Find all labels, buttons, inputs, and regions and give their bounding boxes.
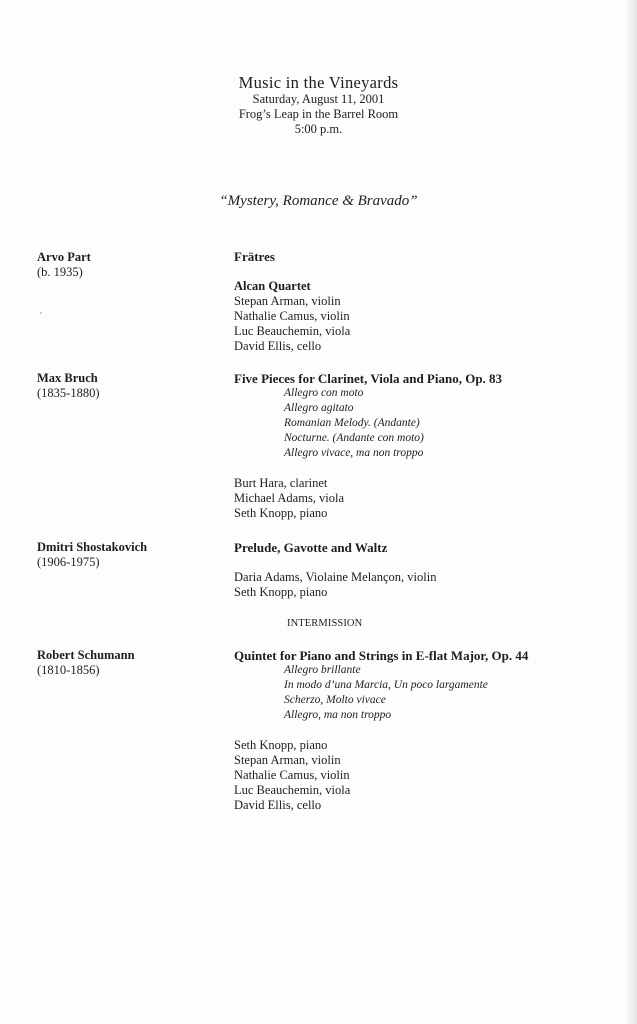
composer-dates: (b. 1935): [37, 265, 83, 279]
performer: Nathalie Camus, violin: [234, 768, 350, 782]
performer: Luc Beauchemin, viola: [234, 324, 351, 338]
movement: Allegro brillante: [284, 664, 361, 676]
performer: Burt Hara, clarinet: [234, 476, 328, 490]
work-block: [234, 648, 528, 813]
movement: Allegro vivace, ma non troppo: [284, 447, 424, 459]
performer: Seth Knopp, piano: [234, 585, 328, 599]
composer-block: [37, 540, 147, 570]
program-header: [0, 74, 637, 137]
composer-block: [37, 648, 135, 678]
movement: Scherzo, Molto vivace: [284, 694, 386, 706]
movement: In modo d’una Marcia, Un poco largamente: [284, 679, 488, 691]
work-title: Five Pieces for Clarinet, Viola and Piano, Op. 83: [234, 371, 503, 386]
work-title: Frätres: [234, 249, 275, 264]
ensemble-name: Alcan Quartet: [234, 279, 311, 293]
composer-dates: (1810-1856): [37, 663, 100, 677]
composer-name: Dmitri Shostakovich: [37, 540, 148, 554]
performer: Daria Adams, Violaine Melançon, violin: [234, 570, 437, 584]
work-title: Prelude, Gavotte and Waltz: [234, 540, 388, 555]
performer: Luc Beauchemin, viola: [234, 783, 351, 797]
performer: Seth Knopp, piano: [234, 738, 328, 752]
composer-name: Arvo Part: [37, 250, 91, 264]
page-edge-shadow: [625, 0, 637, 1024]
performer: Nathalie Camus, violin: [234, 309, 350, 323]
movement: Allegro, ma non troppo: [284, 709, 392, 721]
movement: Allegro agitato: [284, 402, 354, 414]
event-venue: Frog’s Leap in the Barrel Room: [238, 107, 399, 121]
work-title: Quintet for Piano and Strings in E-flat Major, Op. 44: [234, 648, 529, 663]
performer: Seth Knopp, piano: [234, 506, 328, 520]
work-block: [234, 540, 436, 600]
program-subtitle: “Mystery, Romance & Bravado”: [219, 193, 418, 209]
composer-dates: (1835-1880): [37, 386, 100, 400]
performer: Stepan Arman, violin: [234, 753, 341, 767]
scan-speck: [40, 312, 42, 314]
event-date: Saturday, August 11, 2001: [252, 92, 385, 106]
intermission-label: INTERMISSION: [287, 618, 363, 629]
composer-name: Robert Schumann: [37, 648, 135, 662]
event-title: Music in the Vineyards: [238, 73, 399, 92]
event-time: 5:00 p.m.: [294, 122, 343, 136]
performer: David Ellis, cello: [234, 798, 322, 812]
performer: Stepan Arman, violin: [234, 294, 341, 308]
work-block: [234, 249, 350, 354]
composer-name: Max Bruch: [37, 371, 98, 385]
performer: Michael Adams, viola: [234, 491, 345, 505]
composer-block: [37, 371, 100, 401]
composer-block: [37, 250, 91, 280]
movement: Romanian Melody. (Andante): [284, 417, 420, 429]
movement: Allegro con moto: [284, 387, 364, 399]
performer: David Ellis, cello: [234, 339, 322, 353]
work-block: [234, 371, 502, 521]
movement: Nocturne. (Andante con moto): [284, 432, 424, 444]
composer-dates: (1906-1975): [37, 555, 100, 569]
